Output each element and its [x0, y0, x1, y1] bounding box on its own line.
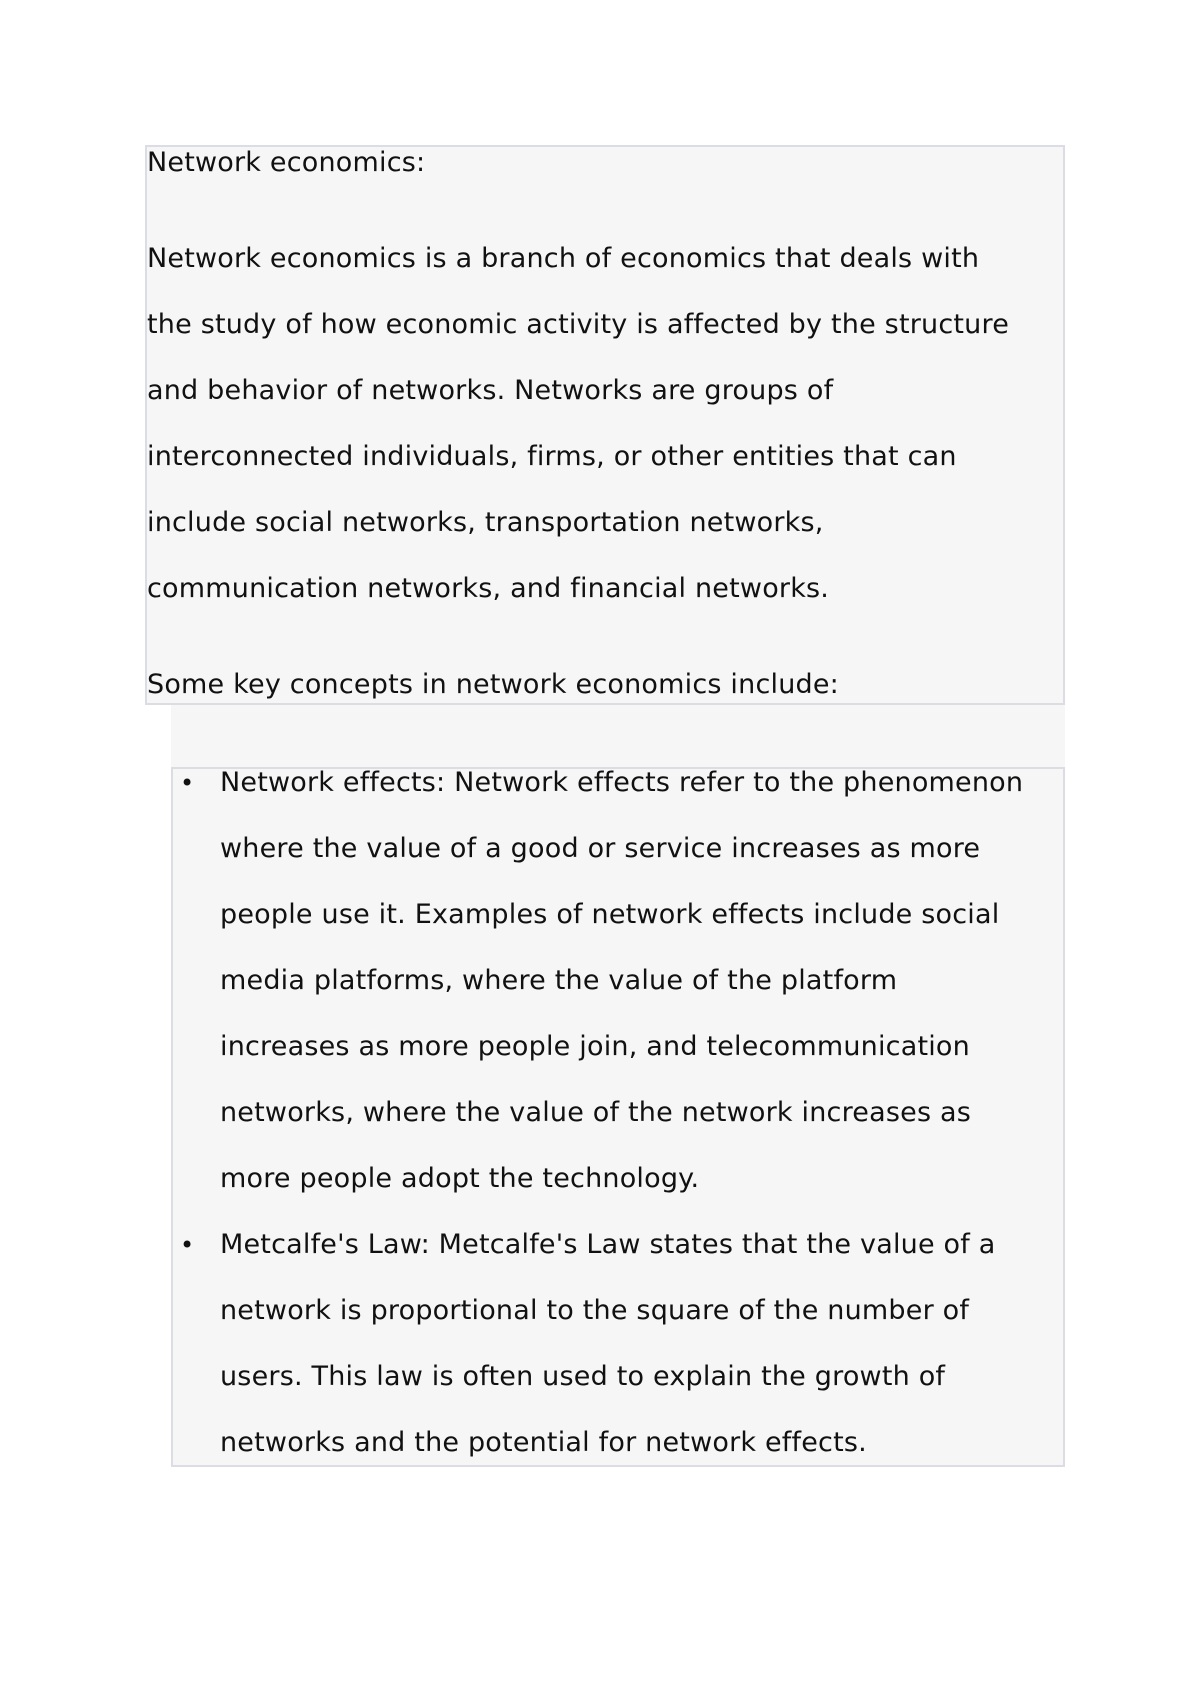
list-item-line: Network effects: Network effects refer to the phenomenon	[220, 767, 1024, 798]
document-heading: Network economics:	[147, 147, 426, 178]
list-item-line: where the value of a good or service increases as more	[220, 833, 981, 864]
list-item-line: Metcalfe's Law: Metcalfe's Law states that the value of a	[220, 1229, 996, 1260]
intro-line: and behavior of networks. Networks are groups of	[147, 375, 834, 406]
list-item-line: networks and the potential for network effects.	[220, 1427, 867, 1458]
intro-line: Network economics is a branch of economics that deals with	[147, 243, 980, 274]
list-item-line: users. This law is often used to explain the growth of	[220, 1361, 946, 1392]
intro-line: the study of how economic activity is affected by the structure	[147, 309, 1010, 340]
list-item-line: people use it. Examples of network effects include social	[220, 899, 1000, 930]
intro-line: interconnected individuals, firms, or other entities that can	[147, 441, 957, 472]
intro-line: communication networks, and financial networks.	[147, 573, 830, 604]
list-item-line: media platforms, where the value of the platform	[220, 965, 898, 996]
intro-line: include social networks, transportation networks,	[147, 507, 824, 538]
list-bullet: •	[180, 769, 195, 797]
section-spacer	[171, 705, 1065, 767]
concepts-intro: Some key concepts in network economics include:	[147, 669, 839, 700]
list-item-line: networks, where the value of the network increases as	[220, 1097, 972, 1128]
list-item-line: network is proportional to the square of the number of	[220, 1295, 970, 1326]
list-item-line: increases as more people join, and telecommunication	[220, 1031, 970, 1062]
list-bullet: •	[180, 1231, 195, 1259]
list-item-line: more people adopt the technology.	[220, 1163, 700, 1194]
intro-section	[145, 145, 1065, 705]
